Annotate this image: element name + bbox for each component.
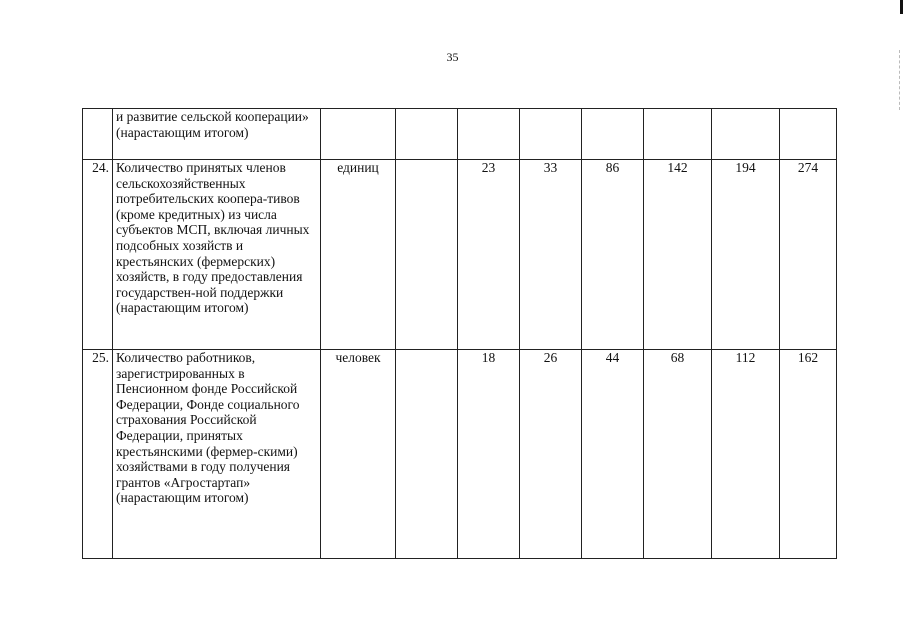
table-row [83,160,837,350]
table-row [83,350,837,559]
value-cell [520,109,582,160]
row-number [83,109,113,160]
value-cell: 33 [520,160,582,350]
value-cell: 18 [458,350,520,559]
page-number: 35 [446,50,459,64]
value-cell [780,109,837,160]
value-cell [396,350,458,559]
value-cell [644,109,712,160]
value-cell [712,109,780,160]
value-cell: 194 [712,160,780,350]
unit-cell [321,109,396,160]
value-cell: 68 [644,350,712,559]
value-cell [582,109,644,160]
value-cell: 274 [780,160,837,350]
value-cell: 142 [644,160,712,350]
row-number: 25. [83,350,113,559]
indicator-table [82,108,837,559]
value-cell [396,109,458,160]
value-cell [396,160,458,350]
value-cell: 26 [520,350,582,559]
value-cell: 23 [458,160,520,350]
indicator-name: Количество работников, зарегистрированных в Пенсионном фонде Российской Федерации, Фонде социального страхования Российской Федерации, принятых крестьянскими (фермер-скими) хозяйствами в году получения грантов «Агростартап» (нарастающим итогом) [113,350,321,559]
indicator-name: и развитие сельской кооперации» (нарастающим итогом) [113,109,321,160]
indicator-name: Количество принятых членов сельскохозяйственных потребительских коопера-тивов (кроме кредитных) из числа субъектов МСП, включая личных подсобных хозяйств и крестьянских (фермерских) хозяйств, в году предоставления государствен-ной поддержки (нарастающим итогом) [113,160,321,350]
row-number: 24. [83,160,113,350]
unit-cell: единиц [321,160,396,350]
value-cell [458,109,520,160]
scan-edge-ticks [899,50,901,110]
table-row [83,109,837,160]
value-cell: 162 [780,350,837,559]
value-cell: 112 [712,350,780,559]
unit-cell: человек [321,350,396,559]
value-cell: 44 [582,350,644,559]
value-cell: 86 [582,160,644,350]
scan-edge-mark [900,0,903,14]
